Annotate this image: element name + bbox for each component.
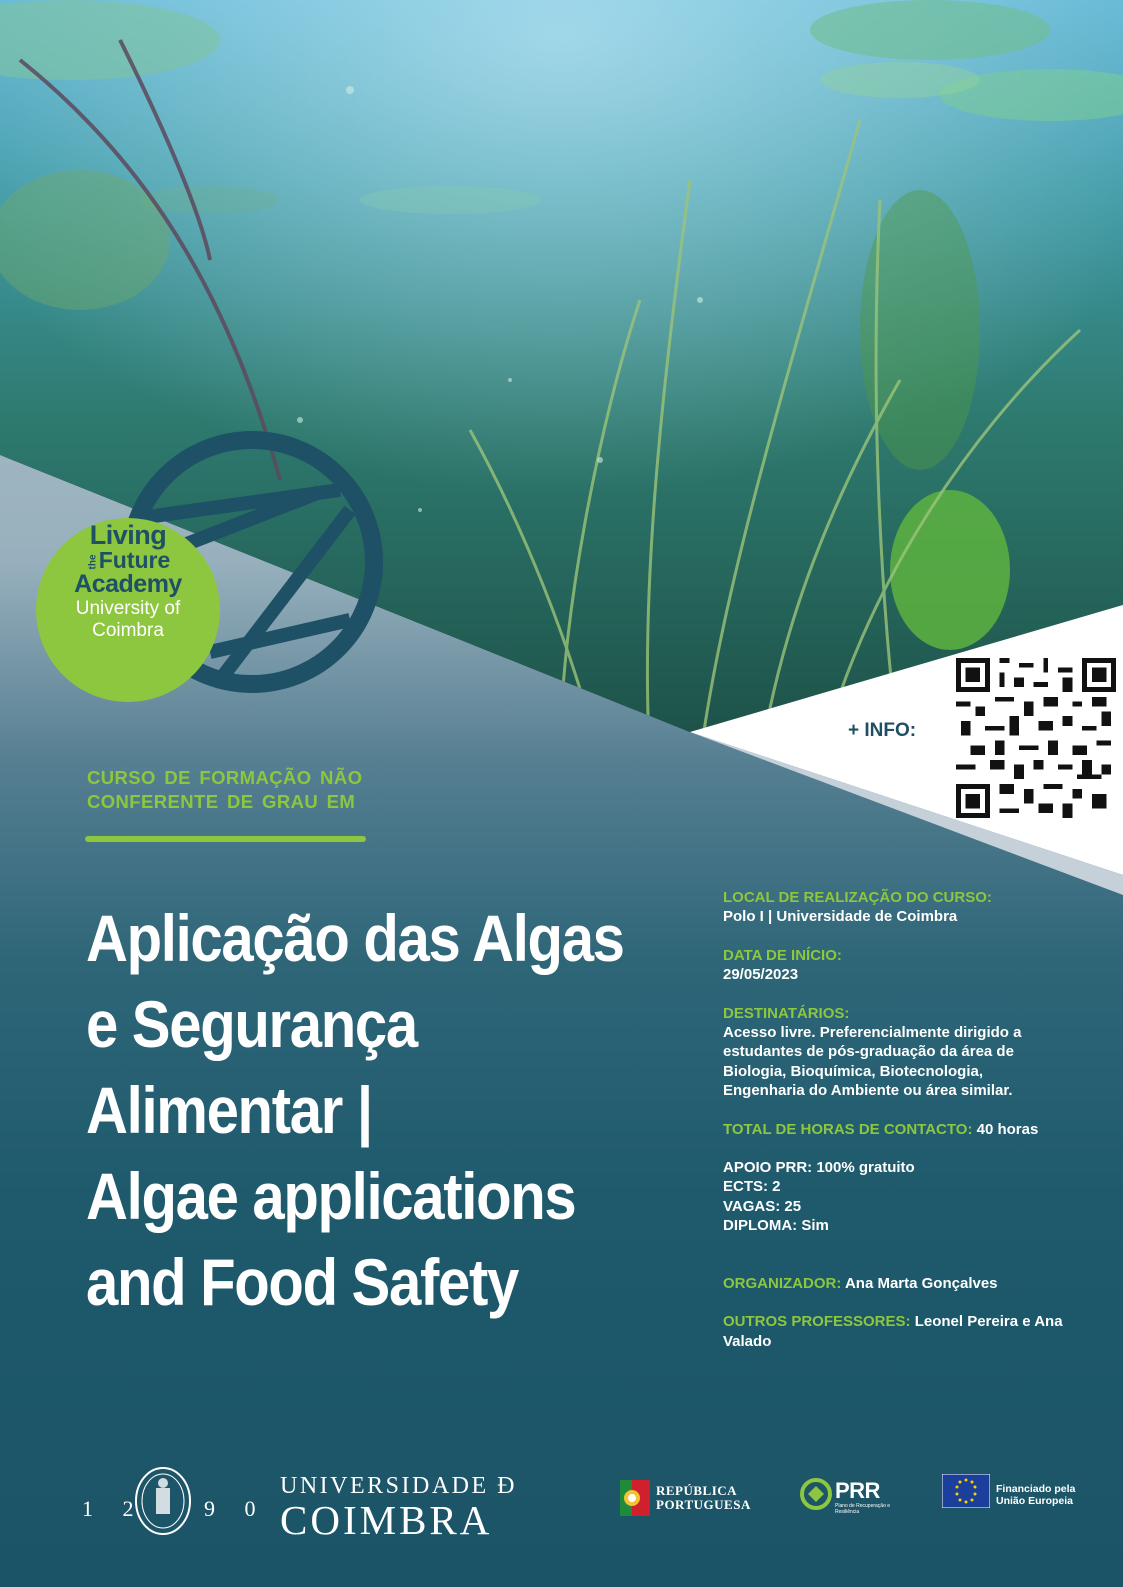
logo-living: Living xyxy=(89,520,167,550)
title-line-2: e Segurança xyxy=(86,987,417,1061)
organizer-label: ORGANIZADOR: xyxy=(723,1274,842,1292)
logo-future: Future xyxy=(98,547,171,573)
prr-logo-icon xyxy=(800,1478,832,1510)
qr-code[interactable] xyxy=(956,658,1116,818)
prr-subtext: Plano de Recuperação e Resiliência xyxy=(835,1503,891,1515)
organizer-value: Ana Marta Gonçalves xyxy=(844,1274,998,1292)
course-type-line-2: CONFERENTE DE GRAU EM xyxy=(87,791,356,812)
others-value: Leonel Pereira e Ana Valado xyxy=(723,1313,1063,1350)
uc-seal-icon xyxy=(134,1466,192,1536)
eu-flag-icon xyxy=(942,1474,990,1508)
logo-academy: Academy xyxy=(74,570,182,598)
info-label: + INFO: xyxy=(848,720,917,741)
title-line-3: Alimentar | xyxy=(86,1073,372,1147)
eu-text xyxy=(996,1483,1075,1507)
uc-wordmark xyxy=(280,1474,517,1541)
diploma-line: DIPLOMA: Sim xyxy=(723,1217,829,1235)
hours-label: TOTAL DE HORAS DE CONTACTO: xyxy=(723,1120,973,1138)
target-value: Acesso livre. Preferencialmente dirigido a estudantes de pós-graduação da área de Biologia, Bioquímica, Biotecnologia, Engenharia do Ambiente ou área similar. xyxy=(723,1024,1022,1100)
local-label: LOCAL DE REALIZAÇÃO DO CURSO: xyxy=(723,889,992,906)
course-type-line-1: CURSO DE FORMAÇÃO NÃO xyxy=(87,767,363,788)
title-line-4: Algae applications xyxy=(86,1159,576,1233)
hours-value: 40 horas xyxy=(976,1120,1039,1138)
course-title xyxy=(86,895,686,1325)
local-value: Polo I | Universidade de Coimbra xyxy=(723,908,958,926)
others-label: OUTROS PROFESSORES: xyxy=(723,1313,911,1331)
date-label: DATA DE INÍCIO: xyxy=(723,946,842,964)
uc-year-right: 9 0 xyxy=(204,1496,268,1521)
logo-coimbra: Coimbra xyxy=(92,619,164,641)
uc-year-left: 1 2 xyxy=(82,1496,146,1521)
republica-line-2: PORTUGUESA xyxy=(656,1497,751,1512)
green-divider xyxy=(85,836,366,842)
republica-shield-icon xyxy=(620,1480,650,1516)
course-type xyxy=(87,766,362,814)
title-line-5: and Food Safety xyxy=(86,1245,518,1319)
eu-line-2: União Europeia xyxy=(996,1495,1074,1507)
eu-line-1: Financiado pela xyxy=(996,1483,1076,1495)
logo-the: the xyxy=(87,554,99,570)
target-label: DESTINATÁRIOS: xyxy=(723,1004,850,1022)
date-value: 29/05/2023 xyxy=(723,966,799,984)
title-line-1: Aplicação das Algas xyxy=(86,901,624,975)
prr-text: PRR xyxy=(835,1478,880,1503)
vagas-line: VAGAS: 25 xyxy=(723,1197,802,1215)
ects-line: ECTS: 2 xyxy=(723,1178,781,1196)
uc-name-bottom: COIMBRA xyxy=(280,1497,493,1543)
republica-line-1: REPÚBLICA xyxy=(656,1483,738,1498)
apoio-line: APOIO PRR: 100% gratuito xyxy=(723,1159,915,1177)
logo-university-of: University of xyxy=(75,598,181,619)
academy-logo-text xyxy=(36,522,220,641)
course-details xyxy=(723,888,1083,1351)
republica-text xyxy=(656,1484,751,1512)
uc-name-top: UNIVERSIDADE Ð xyxy=(280,1473,517,1499)
